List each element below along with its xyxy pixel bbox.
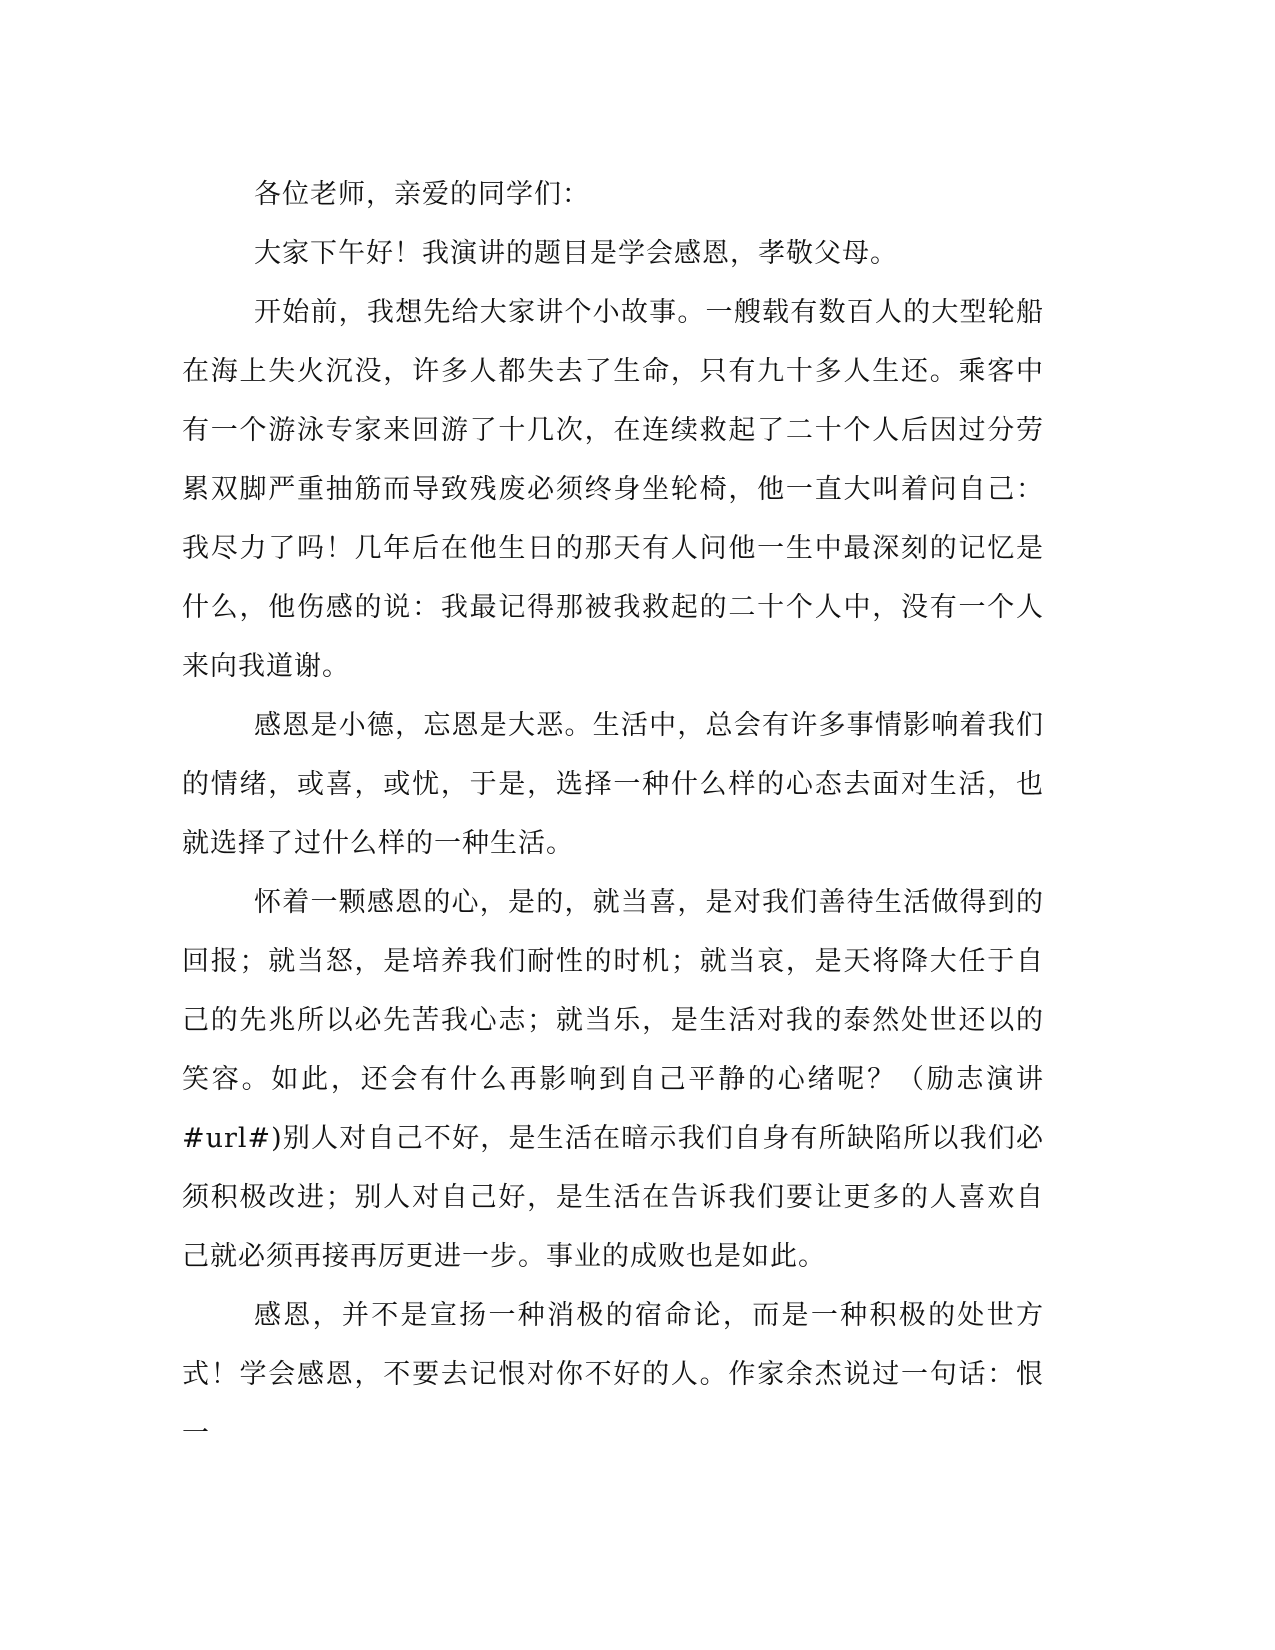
paragraph-grateful-heart: 怀着一颗感恩的心，是的，就当喜，是对我们善待生活做得到的回报；就当怒，是培养我们耐性的时机；就当哀，是天将降大任于自己的先兆所以必先苦我心志；就当乐，是生活对我的泰然处世还以的笑容。如此，还会有什么再影响到自己平静的心绪呢？（励志演讲#url#)别人对自己不好，是生活在暗示我们自身有所缺陷所以我们必须积极改进；别人对自己好，是生活在告诉我们要让更多的人喜欢自己就必须再接再厉更进一步。事业的成败也是如此。 — [182, 887, 1044, 1272]
paragraph-positive-attitude: 感恩，并不是宣扬一种消极的宿命论，而是一种积极的处世方式！学会感恩，不要去记恨对你不好的人。作家余杰说过一句话：恨一 — [182, 1300, 1044, 1449]
paragraph-greeting: 大家下午好！我演讲的题目是学会感恩，孝敬父母。 — [254, 238, 898, 269]
paragraph-gratitude-virtue: 感恩是小德，忘恩是大恶。生活中，总会有许多事情影响着我们的情绪，或喜，或忧，于是，选择一种什么样的心态去面对生活，也就选择了过什么样的一种生活。 — [182, 710, 1044, 859]
paragraph-salutation: 各位老师，亲爱的同学们： — [254, 179, 590, 210]
paragraph-story: 开始前，我想先给大家讲个小故事。一艘载有数百人的大型轮船在海上失火沉没，许多人都失去了生命，只有九十多人生还。乘客中有一个游泳专家来回游了十几次，在连续救起了二十个人后因过分劳累双脚严重抽筋而导致残废必须终身坐轮椅，他一直大叫着问自己：我尽力了吗！几年后在他生日的那天有人问他一生中最深刻的记忆是什么，他伤感的说：我最记得那被我救起的二十个人中，没有一个人来向我道谢。 — [182, 297, 1044, 682]
speech-body — [182, 165, 1044, 1463]
